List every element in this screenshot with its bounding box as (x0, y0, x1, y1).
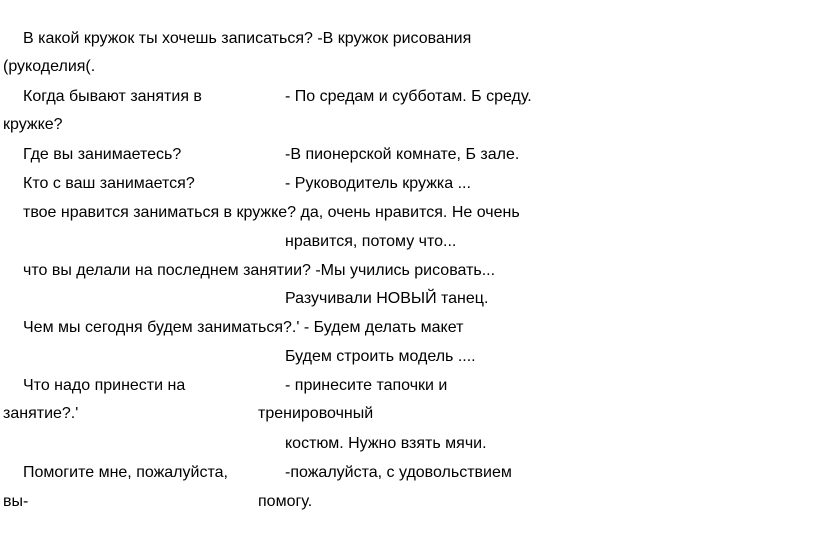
text-line: Когда бывают занятия в (23, 88, 202, 105)
text-line: что вы делали на последнем занятии? -Мы учились рисовать... (23, 262, 496, 279)
text-line: -пожалуйста, с удовольствием (285, 464, 512, 481)
text-line: -В пионерской комнате, Б зале. (285, 146, 520, 163)
text-line: (рукоделия(. (3, 58, 96, 75)
text-line: - принесите тапочки и (285, 377, 448, 394)
text-line: Будем строить модель .... (285, 348, 476, 365)
text-line: - По средам и субботам. Б среду. (285, 88, 532, 105)
text-line: Где вы занимаетесь? (23, 146, 182, 163)
text-line: занятие?.' (3, 405, 79, 422)
text-line: помогу. (258, 493, 313, 510)
text-line: Что надо принести на (23, 377, 186, 394)
text-line: кружке? (3, 116, 63, 133)
text-line: Помогите мне, пожалуйста, (23, 464, 228, 481)
text-line: нравится, потому что... (285, 233, 457, 250)
text-line: твое нравится заниматься в кружке? да, очень нравится. Не очень (23, 204, 520, 221)
text-line: Чем мы сегодня будем заниматься?.' - Будем делать макет (23, 319, 464, 336)
text-line: - Руководитель кружка ... (285, 175, 471, 192)
text-line: Разучивали НОВЫЙ танец. (285, 290, 489, 307)
text-line: костюм. Нужно взять мячи. (285, 435, 487, 452)
text-line: Кто с ваш занимается? (23, 175, 195, 192)
text-line: В какой кружок ты хочешь записаться? -В кружок рисования (23, 30, 472, 47)
text-line: вы- (3, 493, 29, 510)
text-line: тренировочный (258, 405, 374, 422)
